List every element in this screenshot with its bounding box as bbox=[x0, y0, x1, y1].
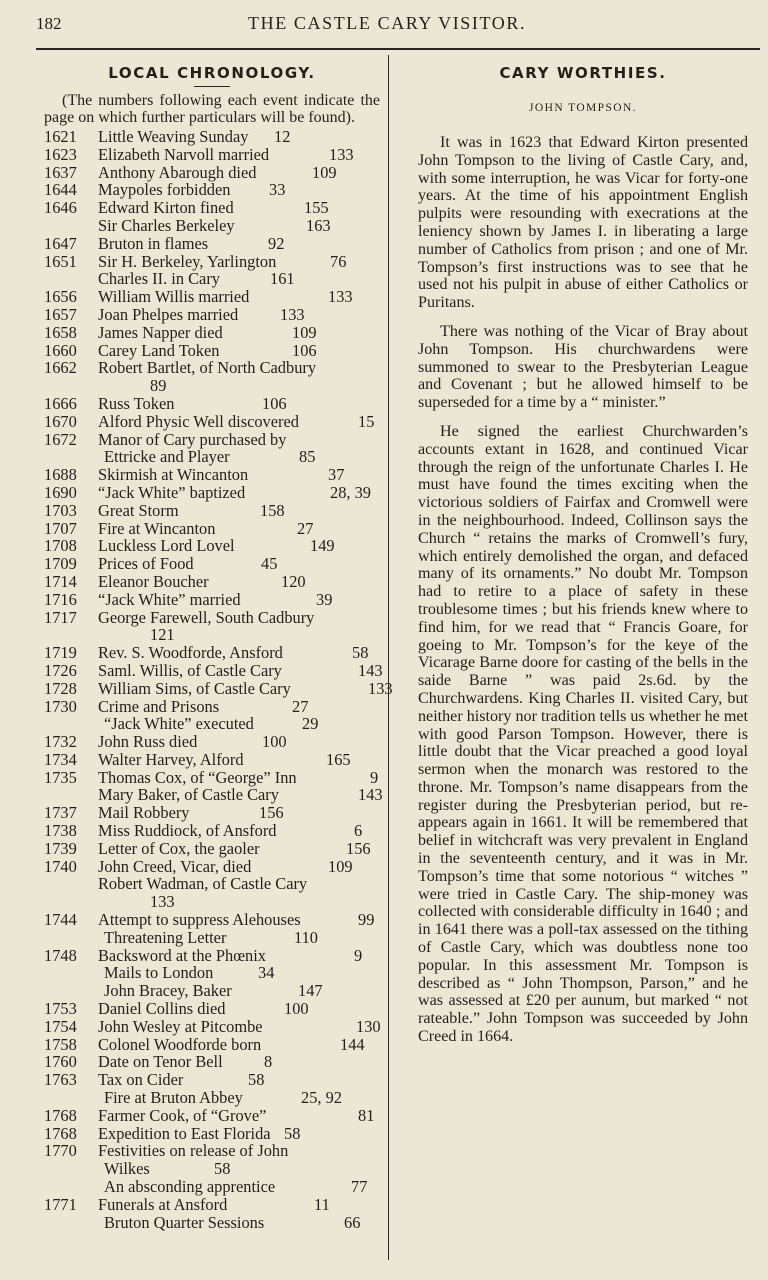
entry-event: Edward Kirton fined bbox=[98, 198, 234, 218]
entry-event: Backsword at the Phœnix bbox=[98, 945, 266, 965]
chronology-entry bbox=[44, 537, 380, 555]
entry-event: Miss Ruddiock, of Ansford bbox=[98, 821, 277, 841]
entry-page-ref: 66 bbox=[344, 1212, 361, 1232]
entry-page-ref: 27 bbox=[292, 696, 309, 716]
entry-page-ref: 161 bbox=[270, 269, 295, 289]
entry-event: Little Weaving Sunday bbox=[98, 127, 249, 146]
entry-page-ref: 109 bbox=[292, 322, 317, 342]
chronology-entry bbox=[44, 217, 380, 235]
entry-page-ref: 100 bbox=[262, 732, 287, 752]
entry-year: 1719 bbox=[44, 643, 77, 663]
entry-event: Joan Phelpes married bbox=[98, 304, 239, 324]
entry-year: 1660 bbox=[44, 340, 77, 360]
chronology-entry bbox=[44, 858, 380, 876]
chronology-entry bbox=[44, 733, 380, 751]
chronology-entry bbox=[44, 235, 380, 253]
entry-page-ref: 155 bbox=[304, 198, 329, 218]
chronology-entry bbox=[44, 911, 380, 929]
entry-year: 1748 bbox=[44, 945, 77, 965]
entry-year: 1656 bbox=[44, 287, 77, 307]
entry-page-ref: 165 bbox=[326, 749, 351, 769]
chronology-entry bbox=[44, 484, 380, 502]
chronology-entry bbox=[44, 1036, 380, 1054]
entry-event: Maypoles forbidden bbox=[98, 180, 231, 200]
entry-year: 1763 bbox=[44, 1070, 77, 1090]
entry-page-ref: 27 bbox=[297, 518, 314, 538]
chronology-entry bbox=[44, 1089, 380, 1107]
entry-page-ref: 76 bbox=[330, 251, 347, 271]
entry-page-ref: 120 bbox=[281, 571, 306, 591]
chronology-entry bbox=[44, 413, 380, 431]
entry-event: Threatening Letter bbox=[104, 927, 227, 947]
entry-year: 1753 bbox=[44, 999, 77, 1019]
entry-year: 1730 bbox=[44, 696, 77, 716]
entry-event: John Creed, Vicar, died bbox=[98, 856, 252, 876]
entry-page-ref: 99 bbox=[358, 910, 375, 930]
chronology-entry bbox=[44, 199, 380, 217]
entry-year: 1717 bbox=[44, 607, 77, 627]
entry-page-ref: 11 bbox=[314, 1194, 330, 1214]
entry-page-ref: 147 bbox=[298, 981, 323, 1001]
entry-event: Rev. S. Woodforde, Ansford bbox=[98, 643, 283, 663]
chronology-entry bbox=[44, 715, 380, 733]
chronology-entry bbox=[44, 253, 380, 271]
chronology-entry bbox=[44, 822, 380, 840]
entry-page-ref: 144 bbox=[340, 1034, 365, 1054]
chronology-entry bbox=[44, 698, 380, 716]
chronology-entry bbox=[44, 181, 380, 199]
entry-year: 1770 bbox=[44, 1141, 77, 1161]
entry-event: William Willis married bbox=[98, 287, 250, 307]
column-divider bbox=[388, 55, 389, 1260]
entry-year: 1732 bbox=[44, 732, 77, 752]
chronology-entry bbox=[44, 448, 380, 466]
entry-event: Saml. Willis, of Castle Cary bbox=[98, 660, 282, 680]
entry-page-ref: 133 bbox=[368, 678, 393, 698]
entry-page-ref: 37 bbox=[328, 465, 345, 485]
entry-year: 1760 bbox=[44, 1052, 77, 1072]
chronology-entry bbox=[44, 644, 380, 662]
entry-year: 1708 bbox=[44, 536, 77, 556]
entry-page-ref: 6 bbox=[354, 821, 363, 841]
entry-year: 1672 bbox=[44, 429, 77, 449]
entry-year: 1621 bbox=[44, 127, 77, 146]
entry-year: 1744 bbox=[44, 910, 77, 930]
entry-event: Ettricke and Player bbox=[104, 447, 230, 467]
entry-event: Festivities on release of John bbox=[98, 1141, 289, 1161]
entry-event: Sir Charles Berkeley bbox=[98, 215, 235, 235]
chronology-entry bbox=[44, 1018, 380, 1036]
entry-year: 1768 bbox=[44, 1105, 77, 1125]
entry-page-ref: 158 bbox=[260, 500, 285, 520]
entry-event: Bruton Quarter Sessions bbox=[104, 1212, 265, 1232]
entry-event: Manor of Cary purchased by bbox=[98, 429, 287, 449]
entry-event: Anthony Abarough died bbox=[98, 162, 257, 182]
entry-year: 1666 bbox=[44, 393, 77, 413]
chronology-entry bbox=[44, 769, 380, 787]
entry-page-ref: 149 bbox=[310, 536, 335, 556]
entry-year: 1739 bbox=[44, 838, 77, 858]
entry-year: 1734 bbox=[44, 749, 77, 769]
chronology-entry bbox=[44, 929, 380, 947]
chronology-entry bbox=[44, 609, 380, 627]
entry-event: Tax on Cider bbox=[98, 1070, 184, 1090]
entry-page-ref: 163 bbox=[306, 215, 331, 235]
chronology-entry bbox=[44, 660, 383, 680]
entry-event: Robert Wadman, of Castle Cary bbox=[98, 874, 308, 894]
entry-page-ref: 156 bbox=[259, 803, 284, 823]
entry-year: 1670 bbox=[44, 411, 77, 431]
chronology-entry bbox=[44, 1107, 380, 1125]
section-title: CARY WORTHIES. bbox=[499, 64, 667, 82]
entry-page-ref: 133 bbox=[280, 304, 305, 324]
chronology-entry bbox=[44, 555, 380, 573]
entry-page-ref: 58 bbox=[214, 1159, 231, 1179]
chronology-entry bbox=[44, 1125, 380, 1143]
chronology-entry bbox=[44, 306, 380, 324]
entry-event: Luckless Lord Lovel bbox=[98, 536, 235, 556]
chronology-entry bbox=[44, 146, 380, 164]
entry-page-ref: 133 bbox=[329, 144, 354, 164]
entry-page-ref: 9 bbox=[354, 945, 363, 965]
chronology-entry bbox=[44, 1214, 380, 1232]
entry-page-ref: 106 bbox=[292, 340, 317, 360]
chronology-entry bbox=[44, 342, 380, 360]
entry-page-ref: 9 bbox=[370, 767, 379, 787]
entry-year: 1644 bbox=[44, 180, 77, 200]
entry-event: John Russ died bbox=[98, 732, 198, 752]
entry-event: Thomas Cox, of “George” Inn bbox=[98, 767, 297, 787]
entry-page-ref: 45 bbox=[261, 554, 278, 574]
entry-page-ref: 12 bbox=[274, 127, 291, 146]
entry-page-ref: 8 bbox=[264, 1052, 273, 1072]
entry-event: Date on Tenor Bell bbox=[98, 1052, 223, 1072]
entry-page-ref: 109 bbox=[328, 856, 353, 876]
entry-event: James Napper died bbox=[98, 322, 223, 342]
chronology-entry bbox=[44, 947, 380, 965]
local-chronology-column bbox=[44, 62, 393, 1232]
entry-event: Fire at Wincanton bbox=[98, 518, 216, 538]
chronology-entry bbox=[44, 1142, 380, 1160]
entry-event: 133 bbox=[150, 892, 175, 912]
chronology-entry bbox=[44, 875, 380, 893]
entry-year: 1690 bbox=[44, 482, 77, 502]
entry-event: Walter Harvey, Alford bbox=[98, 749, 244, 769]
entry-page-ref: 29 bbox=[302, 714, 319, 734]
chronology-entry bbox=[44, 1053, 380, 1071]
chronology-entry bbox=[44, 377, 380, 395]
chronology-entry bbox=[44, 1000, 380, 1018]
chronology-entry bbox=[44, 751, 380, 769]
entry-page-ref: 100 bbox=[284, 999, 309, 1019]
chronology-entry bbox=[44, 678, 393, 698]
chronology-entry bbox=[44, 840, 380, 858]
entry-event: Carey Land Token bbox=[98, 340, 220, 360]
entry-year: 1740 bbox=[44, 856, 77, 876]
article-paragraph: He signed the earliest Churchwarden’s accounts extant in 1628, and continued Vicar through the reign of the unfortunate Charles I. He must have found the times exciting when the victorious soldiers of Fairfax and Cromwell were in the neighbourhood. Indeed, Collinson says the Church “ retains the marks of Cromwell’s fury, which entirely demolished the organ, and defaced many of its ornaments.” No doubt Mr. Tompson had to retire to a place of safety in these troublesome times ; but his friends knew where to find him, for we read that “ Francis Goare, for goeing to Mr. Tompson’s for the keye of the Vicarage Barne doore for casting of the bells in the saide Barne ” was paid 2s.6d. by the Churchwardens. King Charles II. visited Cary, but neither history nor tradition tells us whether he met with good Parson Tompson. However, there is little doubt that the Vicar preached a good loyal sermon when the monarch was restored to the throne. Mr. Tompson’s name disappears from the register during the Presbyterian period, but re-appears again in 1661. It will be remembered that belief in witchcraft was very prevalent in England in the seventeenth century, and it was in Mr. Tompson’s time that some notorious “ witches ” were tried in Castle Cary. The ship-money was collected with considerable difficulty in 1640 ; and in 1641 there was a poll-tax assessed on the tithing of Castle Cary, which was doubtless none too popular. In this assessment Mr. Tompson is described as “ John Thompson, Parson,” and he was assessed at £20 per aunum, but marked “ not rateable.” John Tompson was succeeded by John Creed in 1664. bbox=[418, 422, 748, 1046]
entry-year: 1714 bbox=[44, 571, 77, 591]
entry-event: Mary Baker, of Castle Cary bbox=[98, 785, 279, 805]
entry-page-ref: 77 bbox=[351, 1177, 368, 1197]
entry-event: “Jack White” executed bbox=[104, 714, 254, 734]
chronology-entry bbox=[44, 395, 380, 413]
entry-year: 1768 bbox=[44, 1123, 77, 1143]
entry-event: Farmer Cook, of “Grove” bbox=[98, 1105, 267, 1125]
entry-event: Prices of Food bbox=[98, 554, 194, 574]
chronology-entry bbox=[44, 1178, 380, 1196]
entry-year: 1623 bbox=[44, 144, 77, 164]
entry-page-ref: 81 bbox=[358, 1105, 375, 1125]
entry-page-ref: 58 bbox=[284, 1123, 301, 1143]
entry-page-ref: 25, 92 bbox=[301, 1088, 342, 1108]
entry-event: Fire at Bruton Abbey bbox=[104, 1088, 243, 1108]
entry-page-ref: 106 bbox=[262, 393, 287, 413]
entry-page-ref: 92 bbox=[268, 233, 285, 253]
chronology-entry bbox=[44, 288, 380, 306]
entry-page-ref: 143 bbox=[358, 785, 383, 805]
entry-event: Sir H. Berkeley, Yarlington bbox=[98, 251, 277, 271]
entry-event: Alford Physic Well discovered bbox=[98, 411, 299, 431]
entry-event: George Farewell, South Cadbury bbox=[98, 607, 315, 627]
entry-year: 1738 bbox=[44, 821, 77, 841]
entry-event: Wilkes bbox=[104, 1159, 150, 1179]
entry-year: 1688 bbox=[44, 465, 77, 485]
entry-event: Great Storm bbox=[98, 500, 179, 520]
chronology-entry bbox=[44, 466, 380, 484]
entry-event: 121 bbox=[150, 625, 175, 645]
chronology-entry bbox=[44, 1196, 380, 1214]
header-rule bbox=[36, 48, 760, 50]
entry-year: 1658 bbox=[44, 322, 77, 342]
entry-event: Crime and Prisons bbox=[98, 696, 220, 716]
entry-page-ref: 143 bbox=[358, 660, 383, 680]
cary-worthies-column bbox=[418, 62, 748, 1057]
running-title: THE CASTLE CARY VISITOR. bbox=[248, 13, 527, 33]
entry-year: 1662 bbox=[44, 358, 77, 378]
chronology-entry bbox=[44, 502, 380, 520]
entry-event: Mail Robbery bbox=[98, 803, 190, 823]
title-rule bbox=[194, 86, 230, 87]
chronology-entry bbox=[44, 893, 380, 911]
entry-year: 1709 bbox=[44, 554, 77, 574]
entry-event: Funerals at Ansford bbox=[98, 1194, 228, 1214]
entry-event: Skirmish at Wincanton bbox=[98, 465, 249, 485]
entry-page-ref: 110 bbox=[294, 927, 318, 947]
chronology-intro: (The numbers following each event indicate the page on which further particulars will be found). bbox=[44, 92, 380, 126]
entry-page-ref: 15 bbox=[358, 411, 375, 431]
entry-year: 1735 bbox=[44, 767, 77, 787]
entry-event: Mails to London bbox=[104, 963, 214, 983]
entry-page-ref: 28, 39 bbox=[330, 482, 371, 502]
chronology-entry bbox=[44, 128, 380, 146]
chronology-entry bbox=[44, 1160, 380, 1178]
entry-page-ref: 39 bbox=[316, 589, 333, 609]
entry-event: Bruton in flames bbox=[98, 233, 209, 253]
entry-event: Charles II. in Cary bbox=[98, 269, 220, 289]
entry-page-ref: 133 bbox=[328, 287, 353, 307]
page-number: 182 bbox=[36, 14, 62, 33]
entry-event: Elizabeth Narvoll married bbox=[98, 144, 270, 164]
entry-event: An absconding apprentice bbox=[104, 1177, 276, 1197]
entry-year: 1707 bbox=[44, 518, 77, 538]
chronology-entry bbox=[44, 964, 380, 982]
entry-year: 1646 bbox=[44, 198, 77, 218]
entry-year: 1647 bbox=[44, 233, 77, 253]
entry-year: 1728 bbox=[44, 678, 77, 698]
entry-page-ref: 58 bbox=[352, 643, 369, 663]
chronology-entry bbox=[44, 164, 380, 182]
chronology-entry bbox=[44, 270, 380, 288]
entry-year: 1771 bbox=[44, 1194, 77, 1214]
entry-event: Letter of Cox, the gaoler bbox=[98, 838, 260, 858]
entry-year: 1726 bbox=[44, 660, 77, 680]
chronology-entry bbox=[44, 626, 380, 644]
entry-event: Attempt to suppress Alehouses bbox=[98, 910, 301, 930]
chronology-entry bbox=[44, 324, 380, 342]
article-paragraph: There was nothing of the Vicar of Bray about John Tompson. His churchwardens were summoned to swear to the Presbyterian League and Covenant ; but he allowed himself to be superseded for a time by a “ minister.” bbox=[418, 322, 748, 412]
chronology-entry bbox=[44, 804, 380, 822]
entry-year: 1637 bbox=[44, 162, 77, 182]
article-paragraph: It was in 1623 that Edward Kirton presented John Tompson to the living of Castle Cary, and, with some interruption, he was Vicar for forty-one years. At the time of his appointment English pulpits were resounding with execrations at the leniency shown by James I. in liberating a large number of Catholics from prison ; and one of Mr. Tompson’s first instructions was to see that he used not his pulpit in abuse of either Catholics or Puritans. bbox=[418, 134, 748, 312]
entry-page-ref: 130 bbox=[356, 1016, 381, 1036]
entry-event: Expedition to East Florida bbox=[98, 1123, 271, 1143]
chronology-entry bbox=[44, 431, 380, 449]
entry-page-ref: 33 bbox=[269, 180, 286, 200]
entry-event: Daniel Collins died bbox=[98, 999, 226, 1019]
entry-year: 1754 bbox=[44, 1016, 77, 1036]
entry-event: “Jack White” baptized bbox=[98, 482, 246, 502]
entry-year: 1758 bbox=[44, 1034, 77, 1054]
entry-event: Eleanor Boucher bbox=[98, 571, 209, 591]
entry-event: Robert Bartlet, of North Cadbury bbox=[98, 358, 317, 378]
entry-page-ref: 109 bbox=[312, 162, 337, 182]
section-title: LOCAL CHRONOLOGY. bbox=[108, 64, 316, 82]
article-subtitle: JOHN TOMPSON. bbox=[529, 102, 637, 114]
chronology-entry bbox=[44, 520, 380, 538]
entry-page-ref: 156 bbox=[346, 838, 371, 858]
entry-year: 1651 bbox=[44, 251, 77, 271]
entry-event: 89 bbox=[150, 376, 167, 396]
entry-page-ref: 34 bbox=[258, 963, 275, 983]
chronology-entry bbox=[44, 359, 380, 377]
entry-event: Colonel Woodforde born bbox=[98, 1034, 262, 1054]
entry-event: William Sims, of Castle Cary bbox=[98, 678, 291, 698]
entry-event: John Wesley at Pitcombe bbox=[98, 1016, 263, 1036]
entry-page-ref: 58 bbox=[248, 1070, 265, 1090]
entry-year: 1716 bbox=[44, 589, 77, 609]
entry-page-ref: 85 bbox=[299, 447, 316, 467]
entry-year: 1657 bbox=[44, 304, 77, 324]
chronology-entry bbox=[44, 573, 380, 591]
entry-year: 1703 bbox=[44, 500, 77, 520]
chronology-list bbox=[44, 127, 393, 1232]
chronology-entry bbox=[44, 1071, 380, 1089]
entry-event: John Bracey, Baker bbox=[104, 981, 232, 1001]
entry-event: Russ Token bbox=[98, 393, 175, 413]
entry-event: “Jack White” married bbox=[98, 589, 241, 609]
chronology-entry bbox=[44, 591, 380, 609]
chronology-entry bbox=[44, 785, 383, 805]
chronology-entry bbox=[44, 982, 380, 1000]
entry-year: 1737 bbox=[44, 803, 77, 823]
